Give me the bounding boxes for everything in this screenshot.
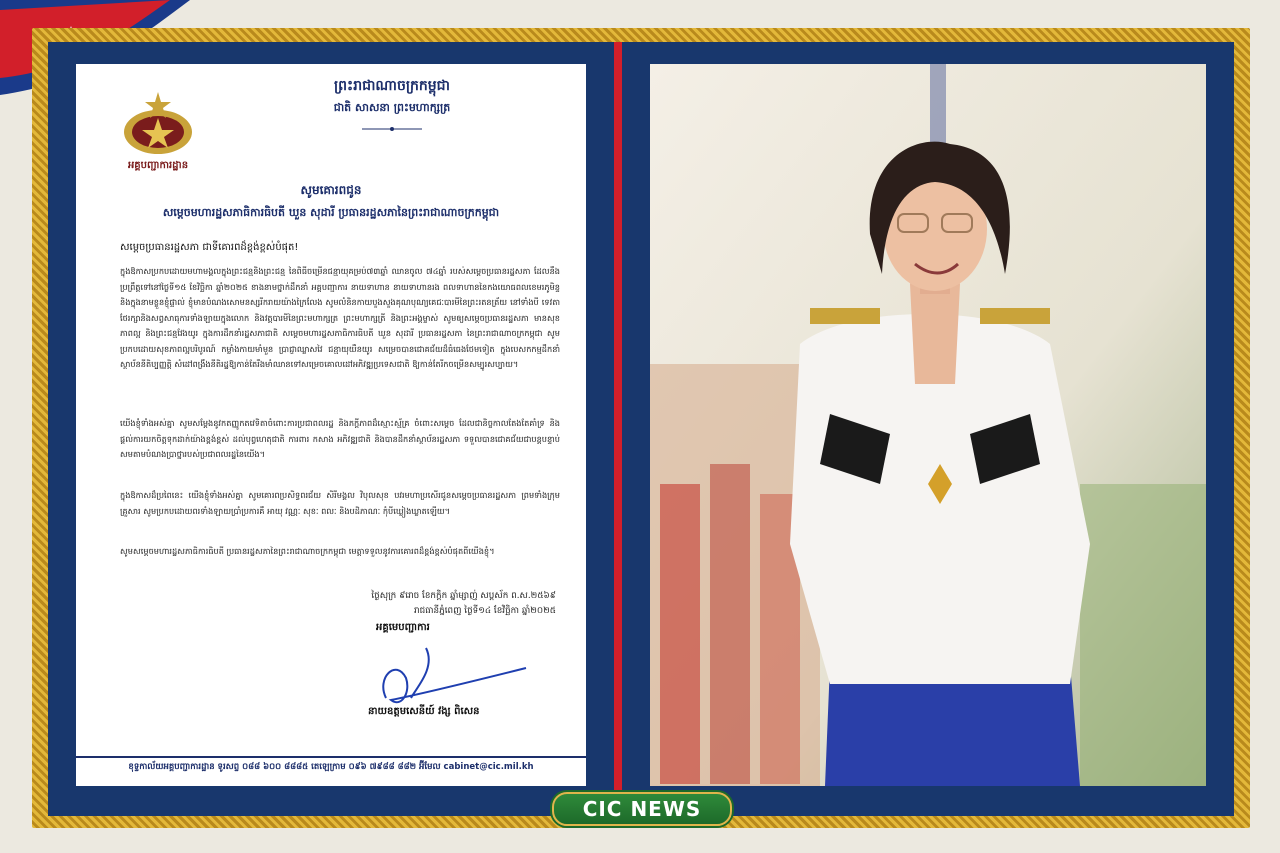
official-letter: [76, 64, 586, 786]
official-portrait-photo: [650, 64, 1206, 786]
kingdom-heading: ព្រះរាជាណាចក្រកម្ពុជា: [333, 78, 450, 94]
ornament-divider-icon: [362, 126, 422, 132]
greeting-line: សូមគោរពជូន: [300, 183, 362, 197]
org-name: អគ្គបញ្ជាការដ្ឋាន: [127, 160, 189, 171]
signer-title: អគ្គមេបញ្ជាការ: [376, 622, 430, 633]
portrait-illustration: [650, 64, 1206, 786]
cic-news-badge: CIC NEWS: [552, 792, 732, 826]
military-emblem-icon: [118, 90, 198, 160]
paragraph-3: ក្នុងឱកាសដ៏ប្រពៃនេះ យើងខ្ញុំទាំងអស់គ្នា សូមគោរពប្រសិទ្ធពរជ័យ សិរីមង្គល វិបុលសុខ បវរមហាប្រសើរជូនសម្តេចប្រធានរដ្ឋសភា ព្រមទាំងក្រុមគ្រួសារ សូមប្រកបដោយពរទាំងឡាយប្រាំប្រការគឺ អាយុ វណ្ណៈ សុខៈ ពលៈ និងបដិភាណៈ កុំបីឃ្លៀងឃ្លាតឡើយ។: [120, 490, 560, 516]
footer-contact: ខុទ្ទកាល័យអគ្គបញ្ជាការដ្ឋាន ទូរសព្ទ ០៨៨ ៦០០ ៨៨៨៥ តេឡេក្រាម ០៩៦ ៧៩៨៨ ៨៨២ អ៊ីមែល cabinet@cic.mil.kh: [128, 762, 534, 772]
national-motto: ជាតិ សាសនា ព្រះមហាក្សត្រ: [333, 101, 451, 114]
letter-header: [222, 76, 562, 136]
date-lunar: ថ្ងៃសុក្រ ៩រោច ខែកក្តិក ឆ្នាំម្សាញ់ សប្តស័ក ព.ស.២៥៦៩: [371, 591, 556, 601]
paragraph-2: យើងខ្ញុំទាំងអស់គ្នា សូមសម្តែងនូវកតញ្ញូកតវេទិតាចំពោះការប្រជាពលរដ្ឋ និងភក្តីភាពដ៏ស្មោះស្ម័គ្រ ចំពោះសម្តេច ដែលជានិច្ចកាលតែងតែគាំទ្រ និងផ្តល់ការយកចិត្តទុកដាក់យ៉ាងខ្ពង់ខ្ពស់ ដល់បុព្វហេតុជាតិ ការពារ កសាង អភិវឌ្ឍជាតិ និងបានដឹកនាំស្ថាប័នរដ្ឋសភា ទទួលបានជោគជ័យជាបន្តបន្ទាប់ សមតាមបំណងប្រាថ្នារបស់ប្រជាពលរដ្ឋនៃយើង។: [120, 418, 560, 459]
paragraph-1: ក្នុងឱកាសប្រកបដោយមហាមង្គលក្នុងព្រះជន្មនិងព្រះជន្ម នៃពិធីចម្រើនជន្មាយុគម្រប់៧៣ឆ្នាំ ឈានចូល ៧៤ឆ្នាំ របស់សម្តេចប្រធានរដ្ឋសភា ដែលនឹងប្រព្រឹត្តទៅនៅថ្ងៃទី១៥ ខែវិច្ឆិកា ឆ្នាំ២០២៥ ខាងនាមថ្នាក់ដឹកនាំ អគ្គបញ្ជាការ នាយទាហាន នាយទាហានរង ពលទាហាននៃកងយោធពលខេមរភូមិន្ទ និងក្នុងនាមខ្លួនខ្ញុំផ្ទាល់ ខ្ញុំមានបំណងសោមនស្សរីករាយយ៉ាងក្រៃលែង សូមលំនិនកាយបួងសួងគុណបុណ្យគេជៈបារមីនៃព្រះរតនត្រ័យ នៅទាំងបី ទេវតាថែរក្សានិងសព្វសាធុការទាំងឡាយក្នុងលោក និងវត្តបារមីនៃព្រះមហាក្សត្រ ព្រះមហាក្សត្រី និងព្រះអង្គម្ចាស់ សូមឲ្យសម្តេចប្រធានរដ្ឋសភា មានសុខភាពល្អ និងព្រះជន្មវែងយូរ ក្នុងការដឹកនាំរដ្ឋសភាជាតិ សម្តេចមហារដ្ឋសភាធិការធិបតី ឃួន សុដារី ប្រធានរដ្ឋសភា នៃព្រះរាជាណាចក្រកម្ពុជា សូមប្រកបដោយសុខភាពល្អបរិបូរណ៍ កម្លាំងកាយមាំមួន ប្រាជ្ញាឈ្លាសវៃ ជន្មាយុយឺនយូរ សម្រេចបានជោគជ័យដ៏ធំធេងថែមទៀត ក្នុងបេសកកម្មដឹកនាំស្ថាប័ននីតិប្បញ្ញត្តិ សំដៅពង្រឹងនីតិរដ្ឋឱ្យកាន់តែរឹងមាំឈានទៅសម្រេចគោលដៅអភិវឌ្ឍប្រទេសជាតិ ឱ្យកាន់តែរីកចម្រើនសម្បូរសប្បាយ។: [120, 266, 560, 369]
salutation: សម្តេចប្រធានរដ្ឋសភា ជាទីគោរពដ៏ខ្ពង់ខ្ពស់បំផុត!: [120, 242, 299, 253]
paragraph-4: សូមសម្តេចមហារដ្ឋសភាធិការធិបតី ប្រធានរដ្ឋសភានៃព្រះរាជាណាចក្រកម្ពុជា មេត្តាទទួលនូវការគោរពដ៏ខ្ពង់ខ្ពស់បំផុតពីយើងខ្ញុំ។: [120, 546, 495, 556]
red-divider-stripe: [614, 42, 622, 816]
address-block: [98, 182, 564, 222]
footer-rule: [76, 756, 586, 758]
date-block: [120, 589, 556, 619]
date-solar: រាជធានីភ្នំពេញ ថ្ងៃទី១៤ ខែវិច្ឆិកា ឆ្នាំ២០២៥: [414, 606, 556, 616]
recipient-line: សម្តេចមហារដ្ឋសភាធិការធិបតី ឃួន សុដារី ប្រធានរដ្ឋសភានៃព្រះរាជាណាចក្រកម្ពុជា: [162, 206, 500, 219]
signer-name: នាយឧត្តមសេនីយ៍ វង្ស ពិសេន: [368, 706, 480, 717]
